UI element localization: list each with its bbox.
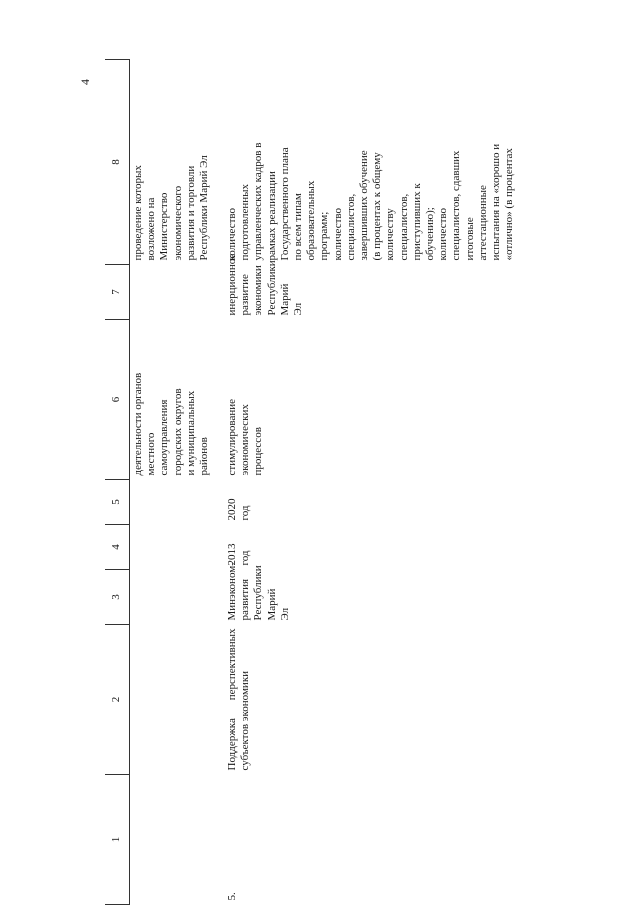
indicator-line: количество: [331, 207, 344, 261]
header-col-4: 4: [105, 525, 130, 570]
header-col-2: 2: [105, 625, 130, 775]
indicator-line: управленческих кадров в: [252, 142, 265, 261]
indicator-line: Министерство: [158, 192, 171, 261]
header-row: [105, 60, 130, 905]
direction-line: районов: [198, 437, 211, 476]
indicator-line: аттестационные: [476, 185, 489, 261]
indicator-line: рамках реализации: [265, 171, 278, 261]
indicator-line: итоговые: [463, 217, 476, 261]
indicator-line: специалистов, сдавших: [450, 150, 463, 261]
cell-indicators: [224, 60, 518, 265]
indicator-line: образовательных: [305, 180, 318, 261]
header-col-8: 8: [105, 60, 130, 265]
cell-indicators: [130, 60, 225, 265]
header-col-1: 1: [105, 775, 130, 905]
header-col-5: 5: [105, 480, 130, 525]
cell-start: [130, 525, 225, 570]
cell-end: 2020 год: [226, 498, 252, 521]
direction-line: самоуправления: [158, 399, 171, 476]
indicator-line: количество: [437, 207, 450, 261]
header-col-7: 7: [105, 265, 130, 320]
indicator-line: возложено на: [145, 197, 158, 261]
indicator-line: экономического: [171, 185, 184, 261]
program-table: [105, 59, 518, 905]
indicator-line: обучению);: [424, 207, 437, 261]
indicator-line: Государственного плана: [278, 147, 291, 261]
rotated-table-sheet: [105, 65, 570, 905]
table-row: [130, 60, 225, 905]
cell-end: [130, 480, 225, 525]
indicator-line: развития и торговли: [184, 165, 197, 261]
indicator-line: специалистов,: [397, 193, 410, 261]
cell-executor: [130, 570, 225, 625]
direction-line: деятельности органов: [132, 372, 144, 476]
cell-num: 5.: [226, 892, 238, 901]
page-number: 4: [78, 79, 92, 85]
direction-line: экономических: [239, 404, 252, 476]
indicator-line: «отлично» (в процентах: [503, 148, 516, 261]
direction-line: городских округов: [171, 388, 184, 476]
indicator-line: программ;: [318, 211, 331, 261]
indicator-line: количеству: [384, 208, 397, 261]
indicator-line: по всем типам: [292, 193, 305, 261]
indicator-line: специалистов,: [344, 193, 357, 261]
cell-result: [130, 265, 225, 320]
indicator-line: подготовленных: [239, 183, 252, 261]
cell-name: [130, 625, 225, 775]
indicator-line: завершивших обучение: [358, 150, 371, 261]
header-col-3: 3: [105, 570, 130, 625]
indicator-line: проведение которых: [132, 165, 144, 261]
cell-executor: Минэконом-развития Республики Марий Эл: [226, 562, 291, 621]
direction-line: местного: [145, 432, 158, 476]
cell-result: инерционное развитие экономики Республики Марий Эл: [226, 253, 305, 316]
cell-start: 2013 год: [226, 543, 252, 566]
cell-num: [130, 775, 225, 905]
indicator-line: Республики Марий Эл: [198, 155, 211, 261]
direction-line: процессов: [252, 427, 265, 476]
table-row: [224, 60, 518, 905]
cell-name: Поддержка перспективных субъектов экономики: [226, 628, 252, 771]
cell-direction: [224, 320, 518, 480]
cell-direction: [130, 320, 225, 480]
direction-line: и муниципальных: [184, 390, 197, 476]
indicator-line: приступивших к: [410, 183, 423, 261]
indicator-line: (в процентах к общему: [371, 152, 384, 261]
direction-line: стимулирование: [226, 398, 238, 476]
indicator-line: испытания на «хорошо и: [490, 143, 503, 261]
indicator-line: количество: [226, 207, 238, 261]
header-col-6: 6: [105, 320, 130, 480]
